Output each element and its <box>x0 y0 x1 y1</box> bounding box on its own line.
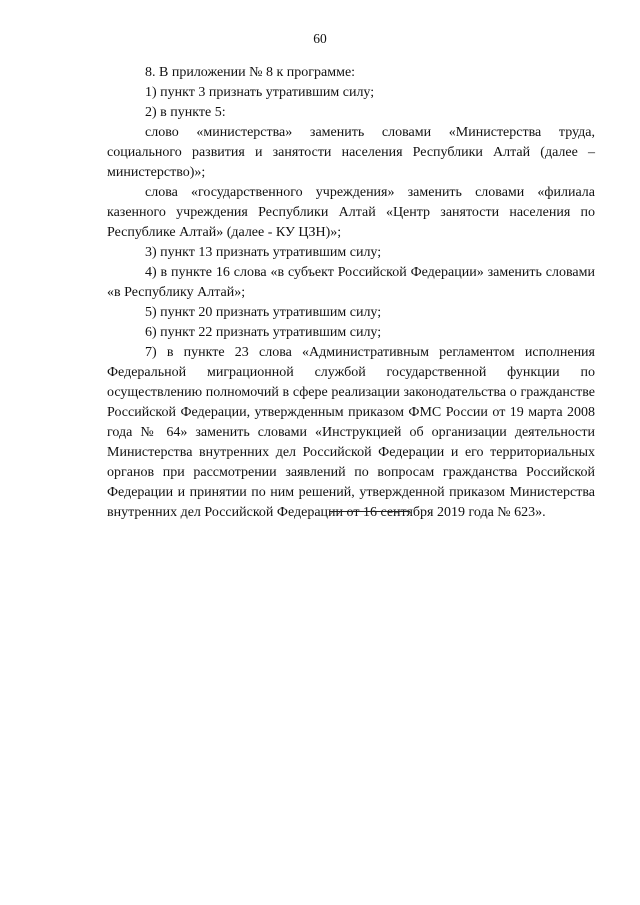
paragraph-item-2: 2) в пункте 5: <box>145 105 226 120</box>
paragraph-appendix-8-heading: 8. В приложении № 8 к программе: <box>145 65 356 80</box>
paragraph-item-6: 6) пункт 22 признать утратившим силу; <box>145 325 382 340</box>
paragraph-item-2-words-replacement: слова «государственного учреждения» заменить словами «филиала казенного учреждения Республики Алтай «Центр занятости населения по Республике Алтай» (далее - КУ ЦЗН)»; <box>107 185 595 240</box>
paragraph-item-2-word-replacement: слово «министерства» заменить словами «Министерства труда, социального развития и занятости населения Республики Алтай (далее – министерство)»; <box>107 125 595 180</box>
paragraph-item-7: 7) в пункте 23 слова «Административным регламентом исполнения Федеральной миграционной службой государственной функции по осуществлению полномочий в сфере реализации законодательства о гражданстве Российской Федерации, утвержденным приказом ФМС России от 19 марта 2008 года № 64» заменить словами «Инструкцией об организации деятельности Министерства внутренних дел Российской Федерации и его территориальных органов при рассмотрении заявлений по вопросам гражданства Российской Федерации и принятии по ним решений, утвержденной приказом Министерства внутренних дел Российской Федерации от 16 сентября 2019 года № 623». <box>107 345 595 520</box>
paragraph-item-4: 4) в пункте 16 слова «в субъект Российской Федерации» заменить словами «в Республику Алтай»; <box>107 265 595 300</box>
paragraph-item-5: 5) пункт 20 признать утратившим силу; <box>145 305 382 320</box>
page-number: 60 <box>313 31 327 46</box>
paragraph-item-3: 3) пункт 13 признать утратившим силу; <box>145 245 382 260</box>
end-divider-line <box>330 511 410 512</box>
document-body <box>107 63 595 523</box>
paragraph-item-1: 1) пункт 3 признать утратившим силу; <box>145 85 375 100</box>
